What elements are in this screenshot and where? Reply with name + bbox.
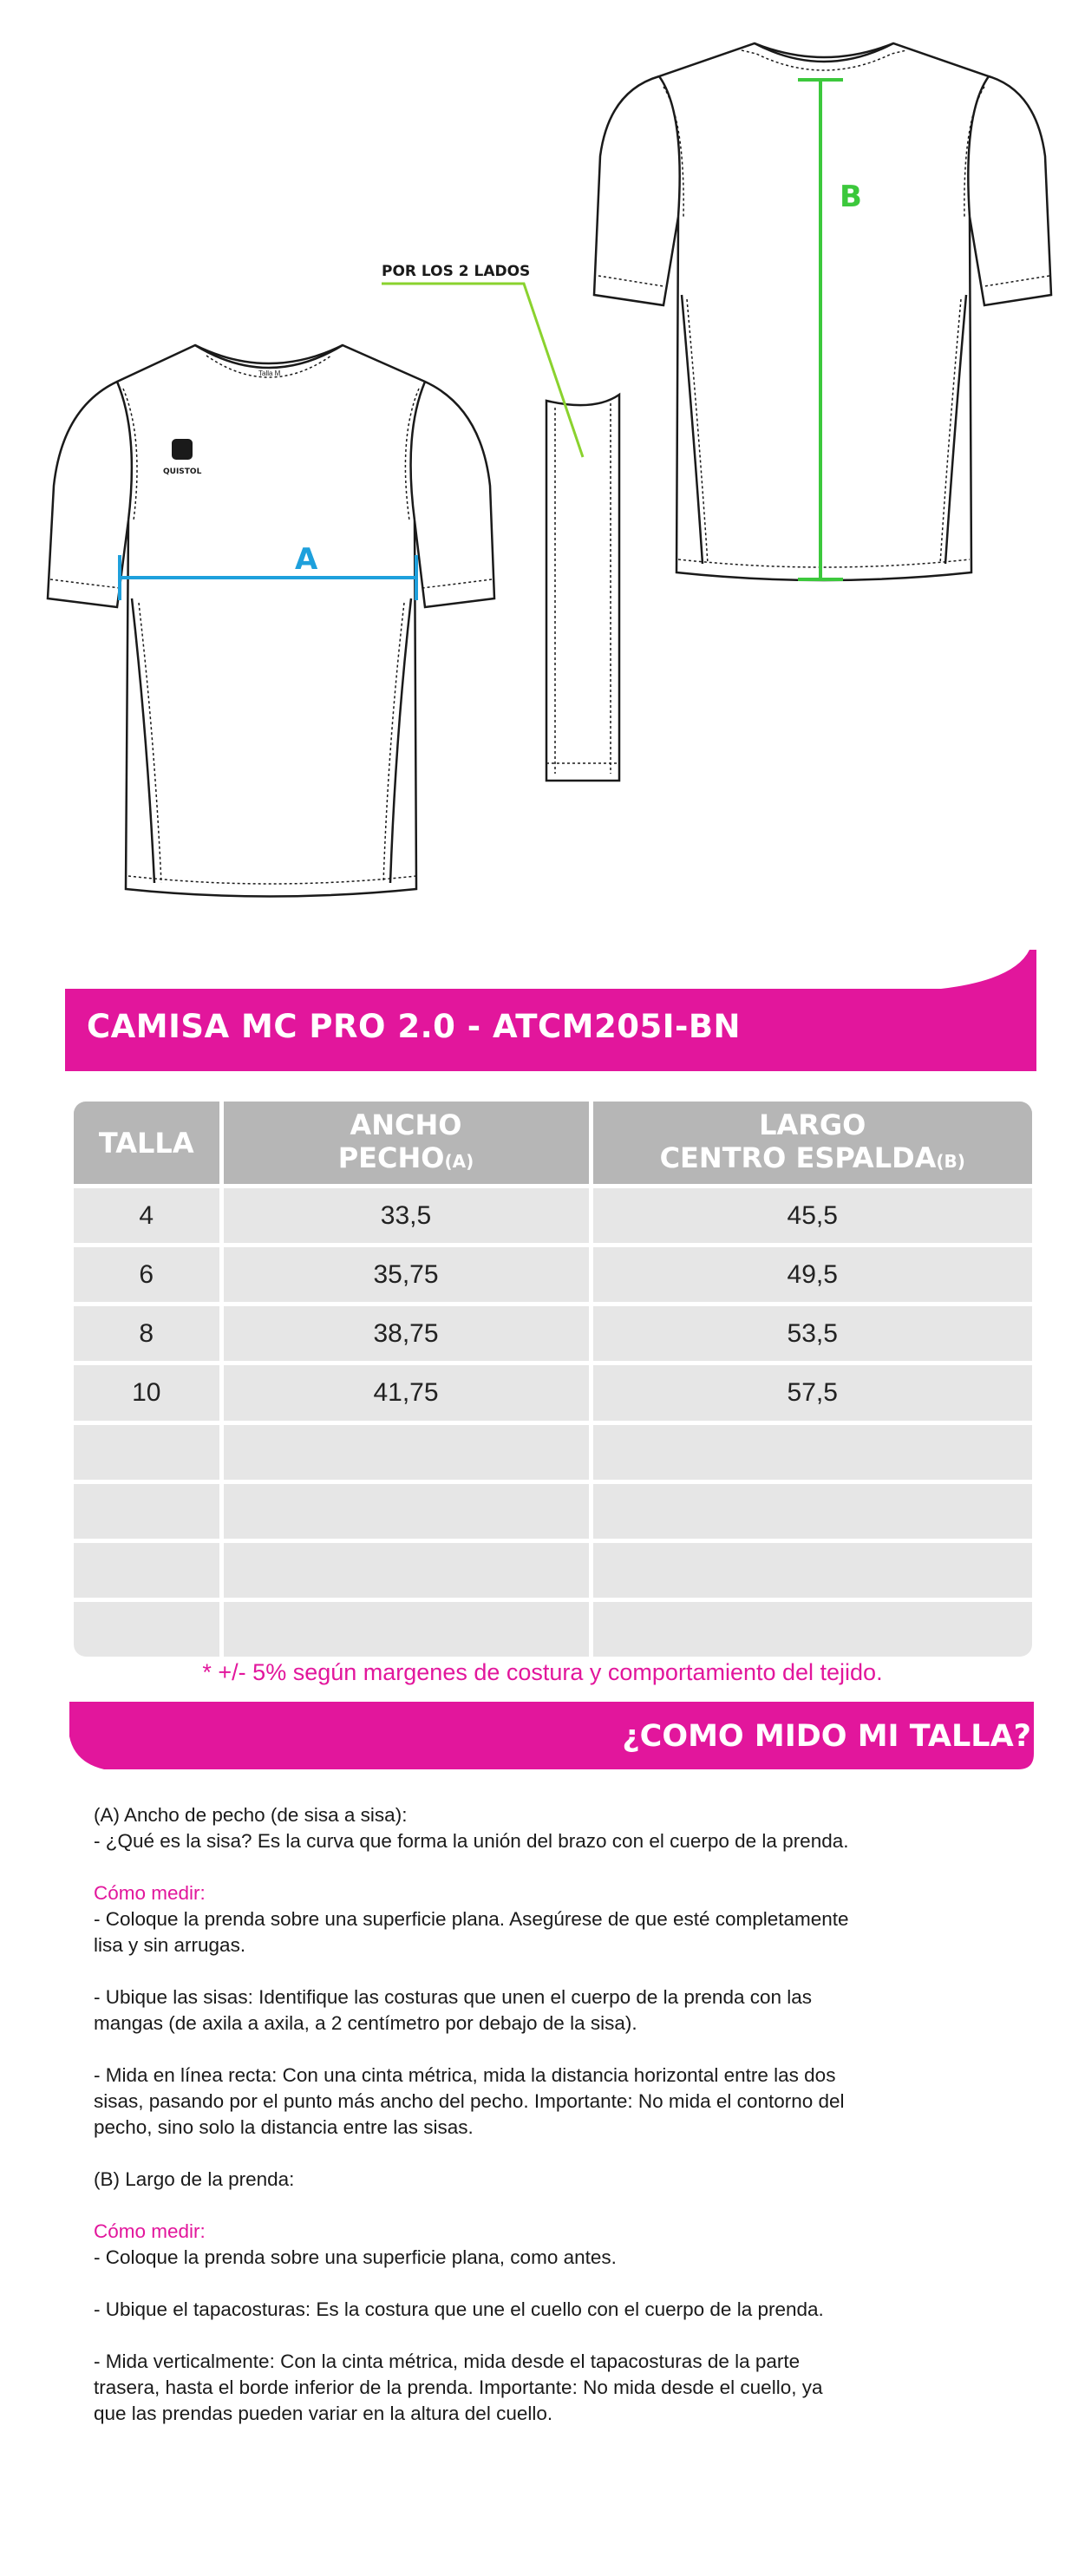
cell-ancho: 38,75 <box>221 1304 591 1363</box>
collar-tag: Talla M <box>258 369 281 377</box>
sides-label: POR LOS 2 LADOS <box>382 263 531 280</box>
cell-largo: 49,5 <box>591 1246 1032 1304</box>
cell-largo: 57,5 <box>591 1363 1032 1422</box>
table-row <box>74 1540 1032 1599</box>
section-b-step2: - Ubique el tapacosturas: Es la costura que une el cuello con el cuerpo de la prenda. <box>94 2298 824 2320</box>
header-largo-sub: (B) <box>936 1150 965 1172</box>
table-row <box>74 1187 1032 1246</box>
section-a <box>94 1802 857 1854</box>
table-row <box>74 1304 1032 1363</box>
header-ancho-pecho <box>221 1102 591 1187</box>
cell-talla: 10 <box>74 1363 221 1422</box>
section-b-step3: - Mida verticalmente: Con la cinta métrica, mida desde el tapacosturas de la parte trasera, hasta el borde inferior de la prenda. Importante: No mida desde el cuello, ya que las prendas pueden variar en la altura del cuello. <box>94 2350 823 2424</box>
cell-ancho: 41,75 <box>221 1363 591 1422</box>
cell-ancho: 35,75 <box>221 1246 591 1304</box>
section-a-sisa: - ¿Qué es la sisa? Es la curva que forma la unión del brazo con el cuerpo de la prenda. <box>94 1830 849 1852</box>
header-ancho-line2: PECHO <box>337 1141 445 1174</box>
cell-talla: 8 <box>74 1304 221 1363</box>
section-b-step1: - Coloque la prenda sobre una superficie plana, como antes. <box>94 2246 617 2268</box>
section-a-how <box>94 1880 857 1958</box>
header-ancho-line1: ANCHO <box>350 1108 462 1141</box>
cell-talla <box>74 1422 221 1481</box>
header-talla: TALLA <box>74 1102 221 1187</box>
header-largo-espalda <box>591 1102 1032 1187</box>
table-row <box>74 1363 1032 1422</box>
cell-talla: 4 <box>74 1187 221 1246</box>
tolerance-note: * +/- 5% según margenes de costura y comportamiento del tejido. <box>202 1659 883 1685</box>
cell-talla: 6 <box>74 1246 221 1304</box>
section-a-step1: - Coloque la prenda sobre una superficie plana. Asegúrese de que esté completamente lisa y sin arrugas. <box>94 1908 849 1956</box>
cell-ancho <box>221 1599 591 1657</box>
cell-ancho <box>221 1540 591 1599</box>
table-row <box>74 1422 1032 1481</box>
side-panel <box>546 395 619 781</box>
garment-illustration <box>0 0 1085 954</box>
section-b-how <box>94 2219 857 2271</box>
product-title: CAMISA MC PRO 2.0 - ATCM205I-BN <box>87 1008 742 1045</box>
table-row <box>74 1246 1032 1304</box>
cell-largo <box>591 1540 1032 1599</box>
section-a-como-medir: Cómo medir: <box>94 1882 206 1904</box>
cell-talla <box>74 1540 221 1599</box>
section-a-step3: - Mida en línea recta: Con una cinta métrica, mida la distancia horizontal entre las dos sisas, pasando por el punto más ancho del pecho. Importante: No mida el contorno del pecho, sino solo la distancia entre las sisas. <box>94 2064 845 2138</box>
how-to-measure-title: ¿COMO MIDO MI TALLA? <box>622 1719 1031 1754</box>
measuring-instructions <box>94 1802 857 2453</box>
measure-a-label: A <box>295 542 318 577</box>
cell-ancho: 33,5 <box>221 1187 591 1246</box>
section-a-step2: - Ubique las sisas: Identifique las costuras que unen el cuerpo de la prenda con las mangas (de axila a axila, a 2 centímetro por debajo de la sisa). <box>94 1986 813 2034</box>
cell-largo <box>591 1481 1032 1540</box>
svg-text:QUISTOL: QUISTOL <box>163 467 202 476</box>
cell-ancho <box>221 1422 591 1481</box>
table-header-row <box>74 1102 1032 1187</box>
front-view-shirt <box>48 345 494 897</box>
cell-talla <box>74 1599 221 1657</box>
cell-largo <box>591 1422 1032 1481</box>
section-b-heading: (B) Largo de la prenda: <box>94 2168 295 2190</box>
section-a-heading: (A) Ancho de pecho (de sisa a sisa): <box>94 1804 408 1826</box>
table-row <box>74 1599 1032 1657</box>
cell-talla <box>74 1481 221 1540</box>
section-b-como-medir: Cómo medir: <box>94 2220 206 2242</box>
cell-ancho <box>221 1481 591 1540</box>
table-row <box>74 1481 1032 1540</box>
measure-b-label: B <box>840 180 862 214</box>
cell-largo: 45,5 <box>591 1187 1032 1246</box>
header-largo-line1: LARGO <box>759 1108 866 1141</box>
size-table <box>74 1102 1032 1657</box>
back-view-shirt <box>594 43 1051 580</box>
cell-largo: 53,5 <box>591 1304 1032 1363</box>
header-largo-line2: CENTRO ESPALDA <box>659 1141 937 1174</box>
cell-largo <box>591 1599 1032 1657</box>
header-ancho-sub: (A) <box>444 1150 474 1172</box>
